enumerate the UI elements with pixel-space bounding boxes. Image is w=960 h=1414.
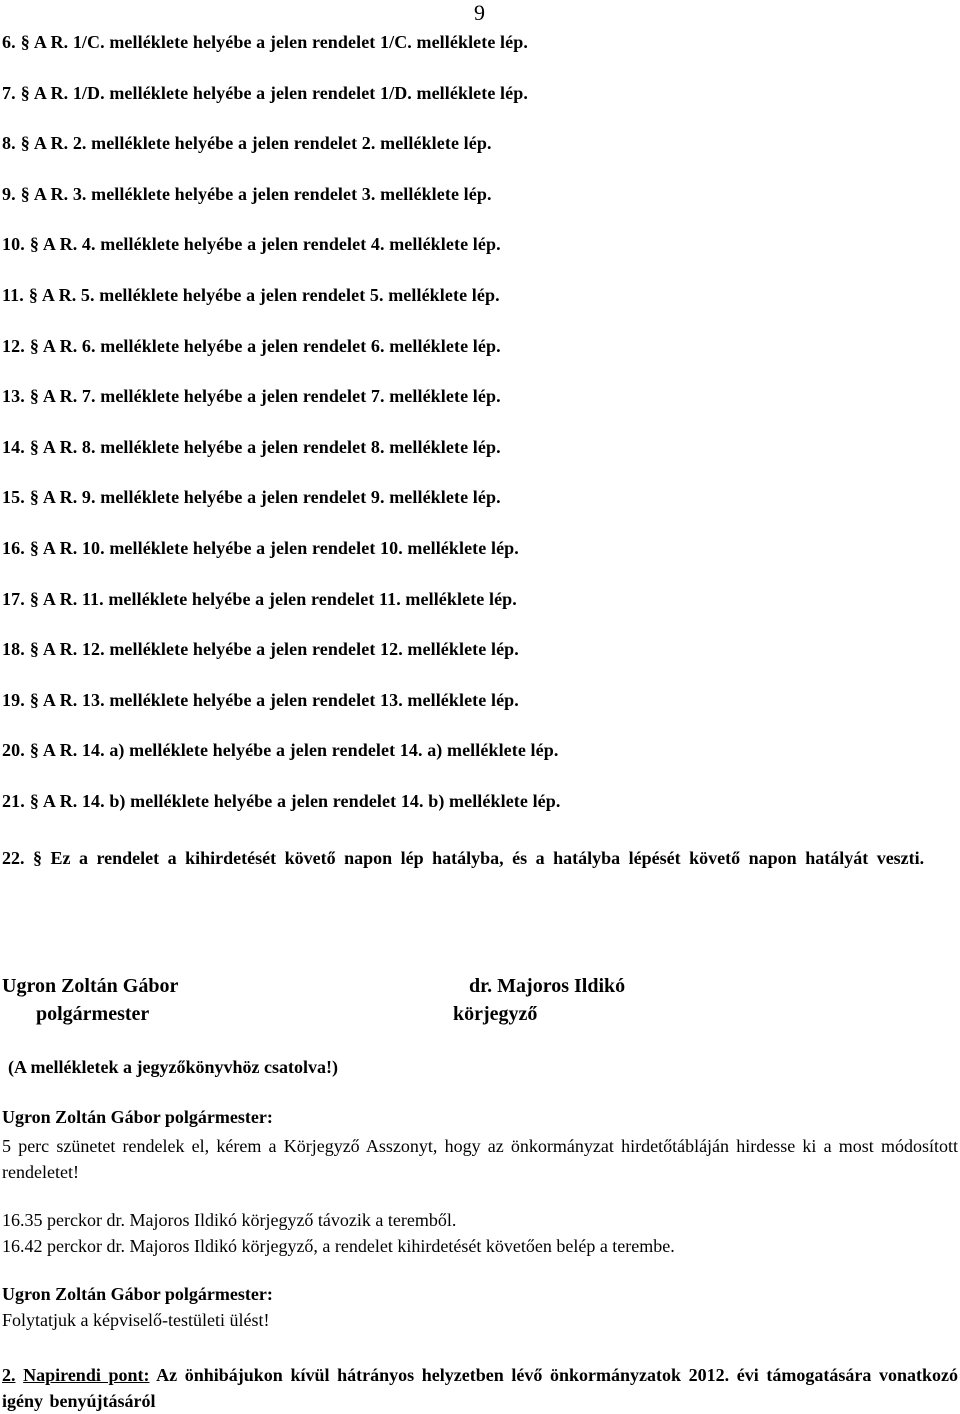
section-symbol: § [29, 336, 39, 356]
item-number: 16. [2, 538, 25, 558]
log-entry: 16.35 perckor dr. Majoros Ildikó körjegyző távozik a teremből. [2, 1210, 457, 1230]
list-item [2, 690, 519, 711]
signature-right-title: körjegyző [453, 1003, 538, 1025]
list-item [2, 487, 501, 508]
item-text: A R. 3. melléklete helyébe a jelen rendelet 3. melléklete lép. [33, 184, 492, 204]
agenda-number: 2. [2, 1365, 16, 1385]
item-text: A R. 14. b) melléklete helyébe a jelen rendelet 14. b) melléklete lép. [42, 791, 561, 811]
section-symbol: § [29, 386, 39, 406]
section-symbol: § [29, 791, 39, 811]
item-number: 15. [2, 487, 25, 507]
list-item [2, 184, 492, 205]
item-text: A R. 4. melléklete helyébe a jelen rendelet 4. melléklete lép. [42, 234, 501, 254]
log-entry: 16.42 perckor dr. Majoros Ildikó körjegyző, a rendelet kihirdetését követően belép a terembe. [2, 1236, 675, 1256]
agenda-item [2, 1362, 958, 1414]
item-text: A R. 13. melléklete helyébe a jelen rendelet 13. melléklete lép. [42, 690, 519, 710]
item-text: Ez a rendelet a kihirdetését követő napon lép hatályba, és a hatályba lépését követő napon hatályát veszti. [50, 848, 925, 868]
item-number: 19. [2, 690, 25, 710]
item-number: 22. [2, 848, 25, 868]
item-number: 9. [2, 184, 16, 204]
section-symbol: § [29, 589, 39, 609]
item-text: A R. 12. melléklete helyébe a jelen rendelet 12. melléklete lép. [42, 639, 519, 659]
section-symbol: § [29, 437, 39, 457]
list-item [2, 386, 501, 407]
list-item [2, 234, 501, 255]
item-text: A R. 11. melléklete helyébe a jelen rendelet 11. melléklete lép. [42, 589, 517, 609]
list-item [2, 133, 492, 154]
item-22 [2, 845, 958, 872]
attachments-note: (A mellékletek a jegyzőkönyvhöz csatolva!) [8, 1057, 338, 1077]
speaker-label: Ugron Zoltán Gábor polgármester: [2, 1284, 273, 1304]
page-number: 9 [474, 0, 485, 25]
item-text: A R. 10. melléklete helyébe a jelen rendelet 10. melléklete lép. [42, 538, 519, 558]
list-item [2, 740, 558, 761]
section-symbol: § [33, 848, 42, 868]
item-number: 17. [2, 589, 25, 609]
speech-text: Folytatjuk a képviselő-testületi ülést! [2, 1310, 270, 1330]
item-number: 8. [2, 133, 16, 153]
item-number: 6. [2, 32, 16, 52]
item-number: 11. [2, 285, 24, 305]
item-number: 10. [2, 234, 25, 254]
item-text: A R. 7. melléklete helyébe a jelen rendelet 7. melléklete lép. [42, 386, 501, 406]
item-text: A R. 9. melléklete helyébe a jelen rendelet 9. melléklete lép. [42, 487, 501, 507]
list-item [2, 639, 519, 660]
section-symbol: § [29, 639, 39, 659]
section-symbol: § [20, 83, 30, 103]
item-number: 21. [2, 791, 25, 811]
signature-left-title: polgármester [36, 1003, 150, 1025]
item-text: A R. 2. melléklete helyébe a jelen rendelet 2. melléklete lép. [33, 133, 492, 153]
item-text: A R. 1/C. melléklete helyébe a jelen rendelet 1/C. melléklete lép. [33, 32, 528, 52]
signature-right-name: dr. Majoros Ildikó [469, 975, 626, 997]
signature-left-name: Ugron Zoltán Gábor [2, 975, 179, 997]
list-item [2, 285, 500, 306]
item-number: 14. [2, 437, 25, 457]
item-text: A R. 5. melléklete helyébe a jelen rendelet 5. melléklete lép. [41, 285, 500, 305]
item-text: A R. 8. melléklete helyébe a jelen rendelet 8. melléklete lép. [42, 437, 501, 457]
agenda-title: Az önhibájukon kívül hátrányos helyzetben lévő önkormányzatok 2012. évi támogatására vonatkozó igény benyújtásáról [2, 1365, 958, 1411]
item-text: A R. 14. a) melléklete helyébe a jelen rendelet 14. a) melléklete lép. [42, 740, 559, 760]
list-item [2, 336, 501, 357]
section-symbol: § [20, 184, 30, 204]
item-text: A R. 1/D. melléklete helyébe a jelen rendelet 1/D. melléklete lép. [33, 83, 528, 103]
item-number: 18. [2, 639, 25, 659]
section-symbol: § [29, 740, 39, 760]
list-item [2, 83, 528, 104]
section-symbol: § [29, 234, 39, 254]
list-item [2, 589, 517, 610]
section-symbol: § [20, 133, 30, 153]
item-number: 13. [2, 386, 25, 406]
item-number: 7. [2, 83, 16, 103]
list-item [2, 791, 560, 812]
section-symbol: § [20, 32, 30, 52]
item-text: A R. 6. melléklete helyébe a jelen rendelet 6. melléklete lép. [42, 336, 501, 356]
agenda-label: Napirendi pont: [23, 1365, 150, 1385]
section-symbol: § [29, 690, 39, 710]
item-number: 20. [2, 740, 25, 760]
item-number: 12. [2, 336, 25, 356]
list-item [2, 32, 528, 53]
section-symbol: § [29, 487, 39, 507]
list-item [2, 437, 501, 458]
section-symbol: § [29, 538, 39, 558]
speaker-label: Ugron Zoltán Gábor polgármester: [2, 1107, 273, 1127]
section-symbol: § [28, 285, 38, 305]
speech-text: 5 perc szünetet rendelek el, kérem a Körjegyző Asszonyt, hogy az önkormányzat hirdetőtábláján hirdesse ki a most módosított rendeletet! [2, 1136, 958, 1182]
list-item [2, 538, 519, 559]
